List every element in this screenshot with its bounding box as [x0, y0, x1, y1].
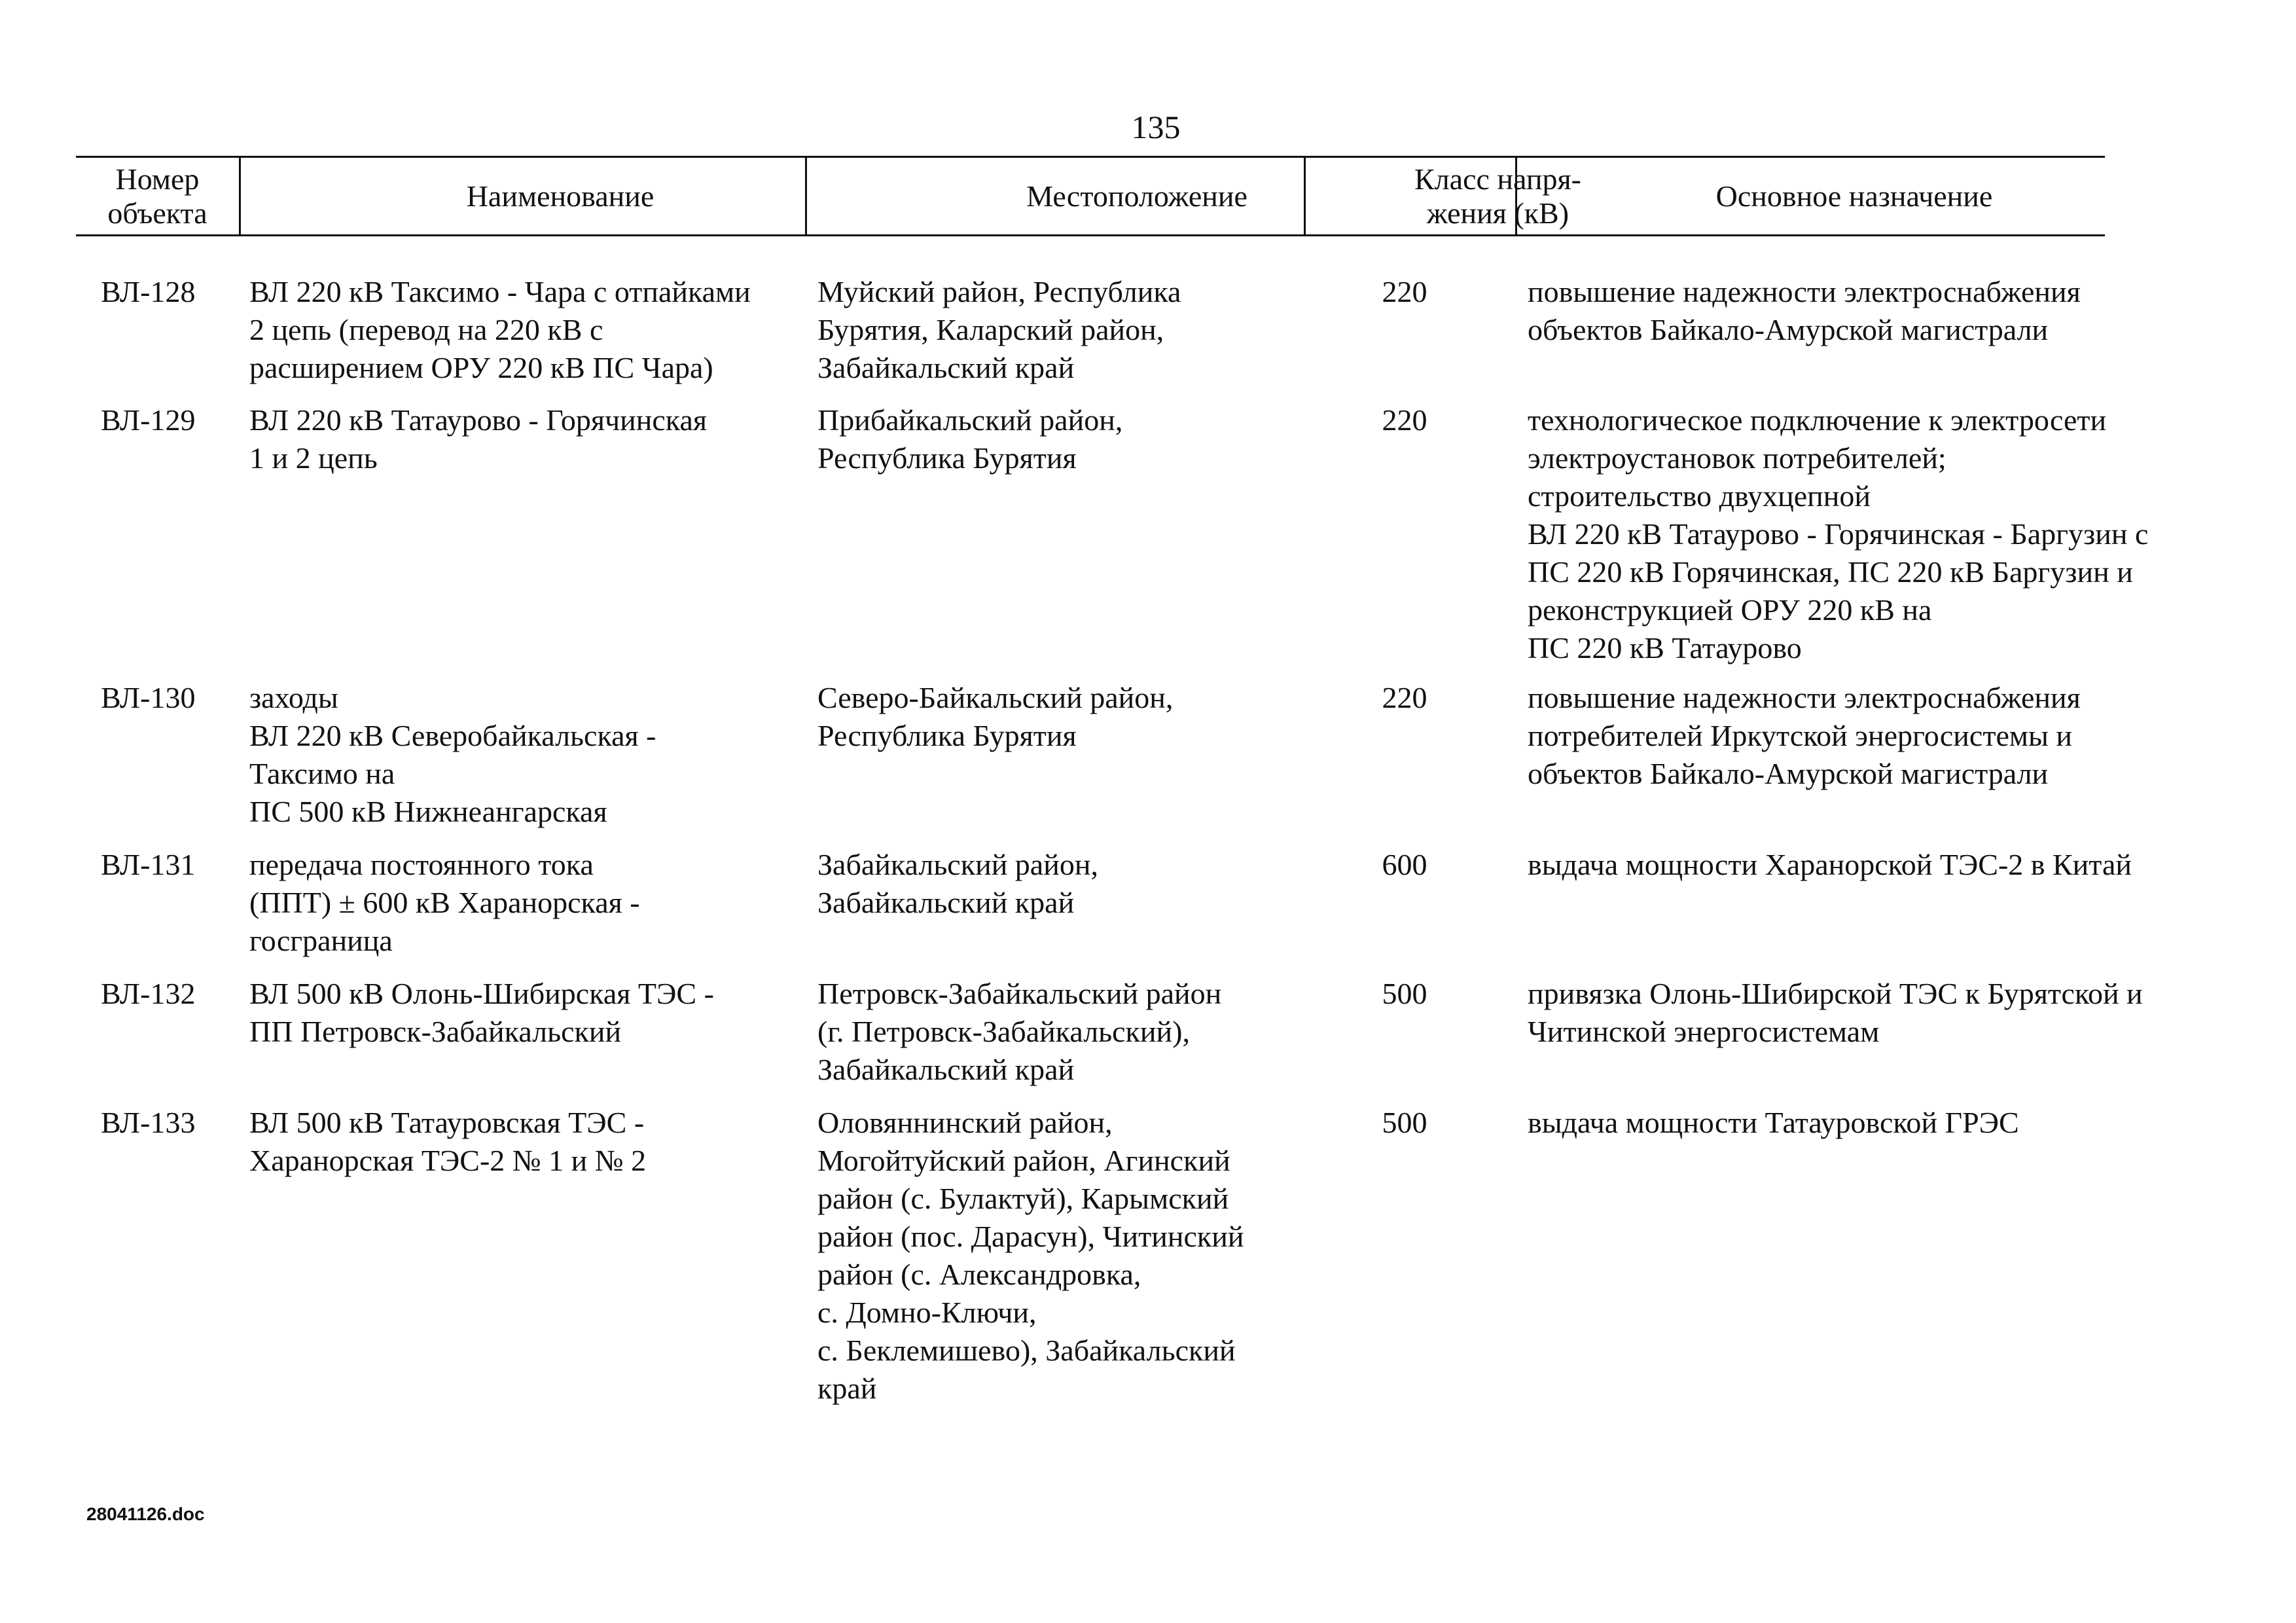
- object-number: ВЛ-133: [101, 1106, 196, 1139]
- object-location: Петровск-Забайкальский район (г. Петровск-Забайкальский), Забайкальский край: [817, 977, 1222, 1086]
- object-voltage: 600: [1382, 848, 1427, 881]
- object-number: ВЛ-131: [101, 848, 196, 881]
- object-location: Муйский район, Республика Бурятия, Каларский район, Забайкальский край: [817, 275, 1181, 384]
- objects-table: [76, 156, 2149, 1405]
- header-number: Номер объекта: [107, 162, 207, 230]
- object-voltage: 220: [1382, 681, 1427, 714]
- object-number: ВЛ-130: [101, 681, 196, 714]
- object-voltage: 220: [1382, 403, 1427, 437]
- object-purpose: повышение надежности электроснабжения объектов Байкало-Амурской магистрали: [1528, 275, 2081, 346]
- object-location: Северо-Байкальский район, Республика Бурятия: [817, 681, 1174, 752]
- column-divider: [805, 158, 807, 234]
- object-number: ВЛ-128: [101, 275, 196, 308]
- header-purpose: Основное назначение: [1715, 179, 1993, 213]
- object-name: заходы ВЛ 220 кВ Северобайкальская - Таксимо на ПС 500 кВ Нижнеангарская: [249, 681, 656, 828]
- object-purpose: технологическое подключение к электросети электроустановок потребителей; строительство двухцепной ВЛ 220 кВ Татаурово - Горячинская - Баргузин с ПС 220 кВ Горячинская, ПС 220 кВ Баргузин и реконструкцией ОРУ 220 кВ на ПС 220 кВ Татаурово: [1528, 403, 2149, 665]
- column-divider: [1515, 158, 1517, 234]
- header-name: Наименование: [466, 179, 655, 213]
- object-name: ВЛ 500 кВ Олонь-Шибирская ТЭС - ПП Петровск-Забайкальский: [249, 977, 714, 1048]
- header-voltage: Класс напря- жения (кВ): [1414, 162, 1581, 230]
- object-voltage: 500: [1382, 977, 1427, 1010]
- object-location: Оловяннинский район, Могойтуйский район, Агинский район (с. Булактуй), Карымский район (пос. Дарасун), Читинский район (с. Александровка, с. Домно-Ключи, с. Беклемишево), Забайкальский край: [817, 1106, 1244, 1405]
- column-divider: [1304, 158, 1306, 234]
- header-location: Местоположение: [1026, 179, 1247, 213]
- document-filename: 28041126.doc: [86, 1504, 205, 1524]
- object-purpose: выдача мощности Татауровской ГРЭС: [1528, 1106, 2019, 1139]
- object-voltage: 500: [1382, 1106, 1427, 1139]
- object-number: ВЛ-132: [101, 977, 196, 1010]
- object-purpose: привязка Олонь-Шибирской ТЭС к Бурятской и Читинской энергосистемам: [1528, 977, 2143, 1048]
- object-purpose: повышение надежности электроснабжения потребителей Иркутской энергосистемы и объектов Байкало-Амурской магистрали: [1528, 681, 2081, 790]
- object-location: Прибайкальский район, Республика Бурятия: [817, 403, 1123, 475]
- object-voltage: 220: [1382, 275, 1427, 308]
- column-divider: [239, 158, 241, 234]
- object-purpose: выдача мощности Харанорской ТЭС-2 в Китай: [1528, 848, 2132, 881]
- object-name: ВЛ 220 кВ Таксимо - Чара с отпайками 2 цепь (перевод на 220 кВ с расширением ОРУ 220 кВ ПС Чара): [249, 275, 751, 384]
- object-location: Забайкальский район, Забайкальский край: [817, 848, 1098, 919]
- page-number: 135: [1131, 109, 1181, 145]
- object-name: ВЛ 220 кВ Татаурово - Горячинская 1 и 2 цепь: [249, 403, 708, 475]
- object-name: ВЛ 500 кВ Татауровская ТЭС - Харанорская ТЭС-2 № 1 и № 2: [249, 1106, 647, 1177]
- object-name: передача постоянного тока (ППТ) ± 600 кВ Харанорская - госграница: [249, 848, 640, 957]
- object-number: ВЛ-129: [101, 403, 196, 437]
- table-header: [76, 156, 2105, 236]
